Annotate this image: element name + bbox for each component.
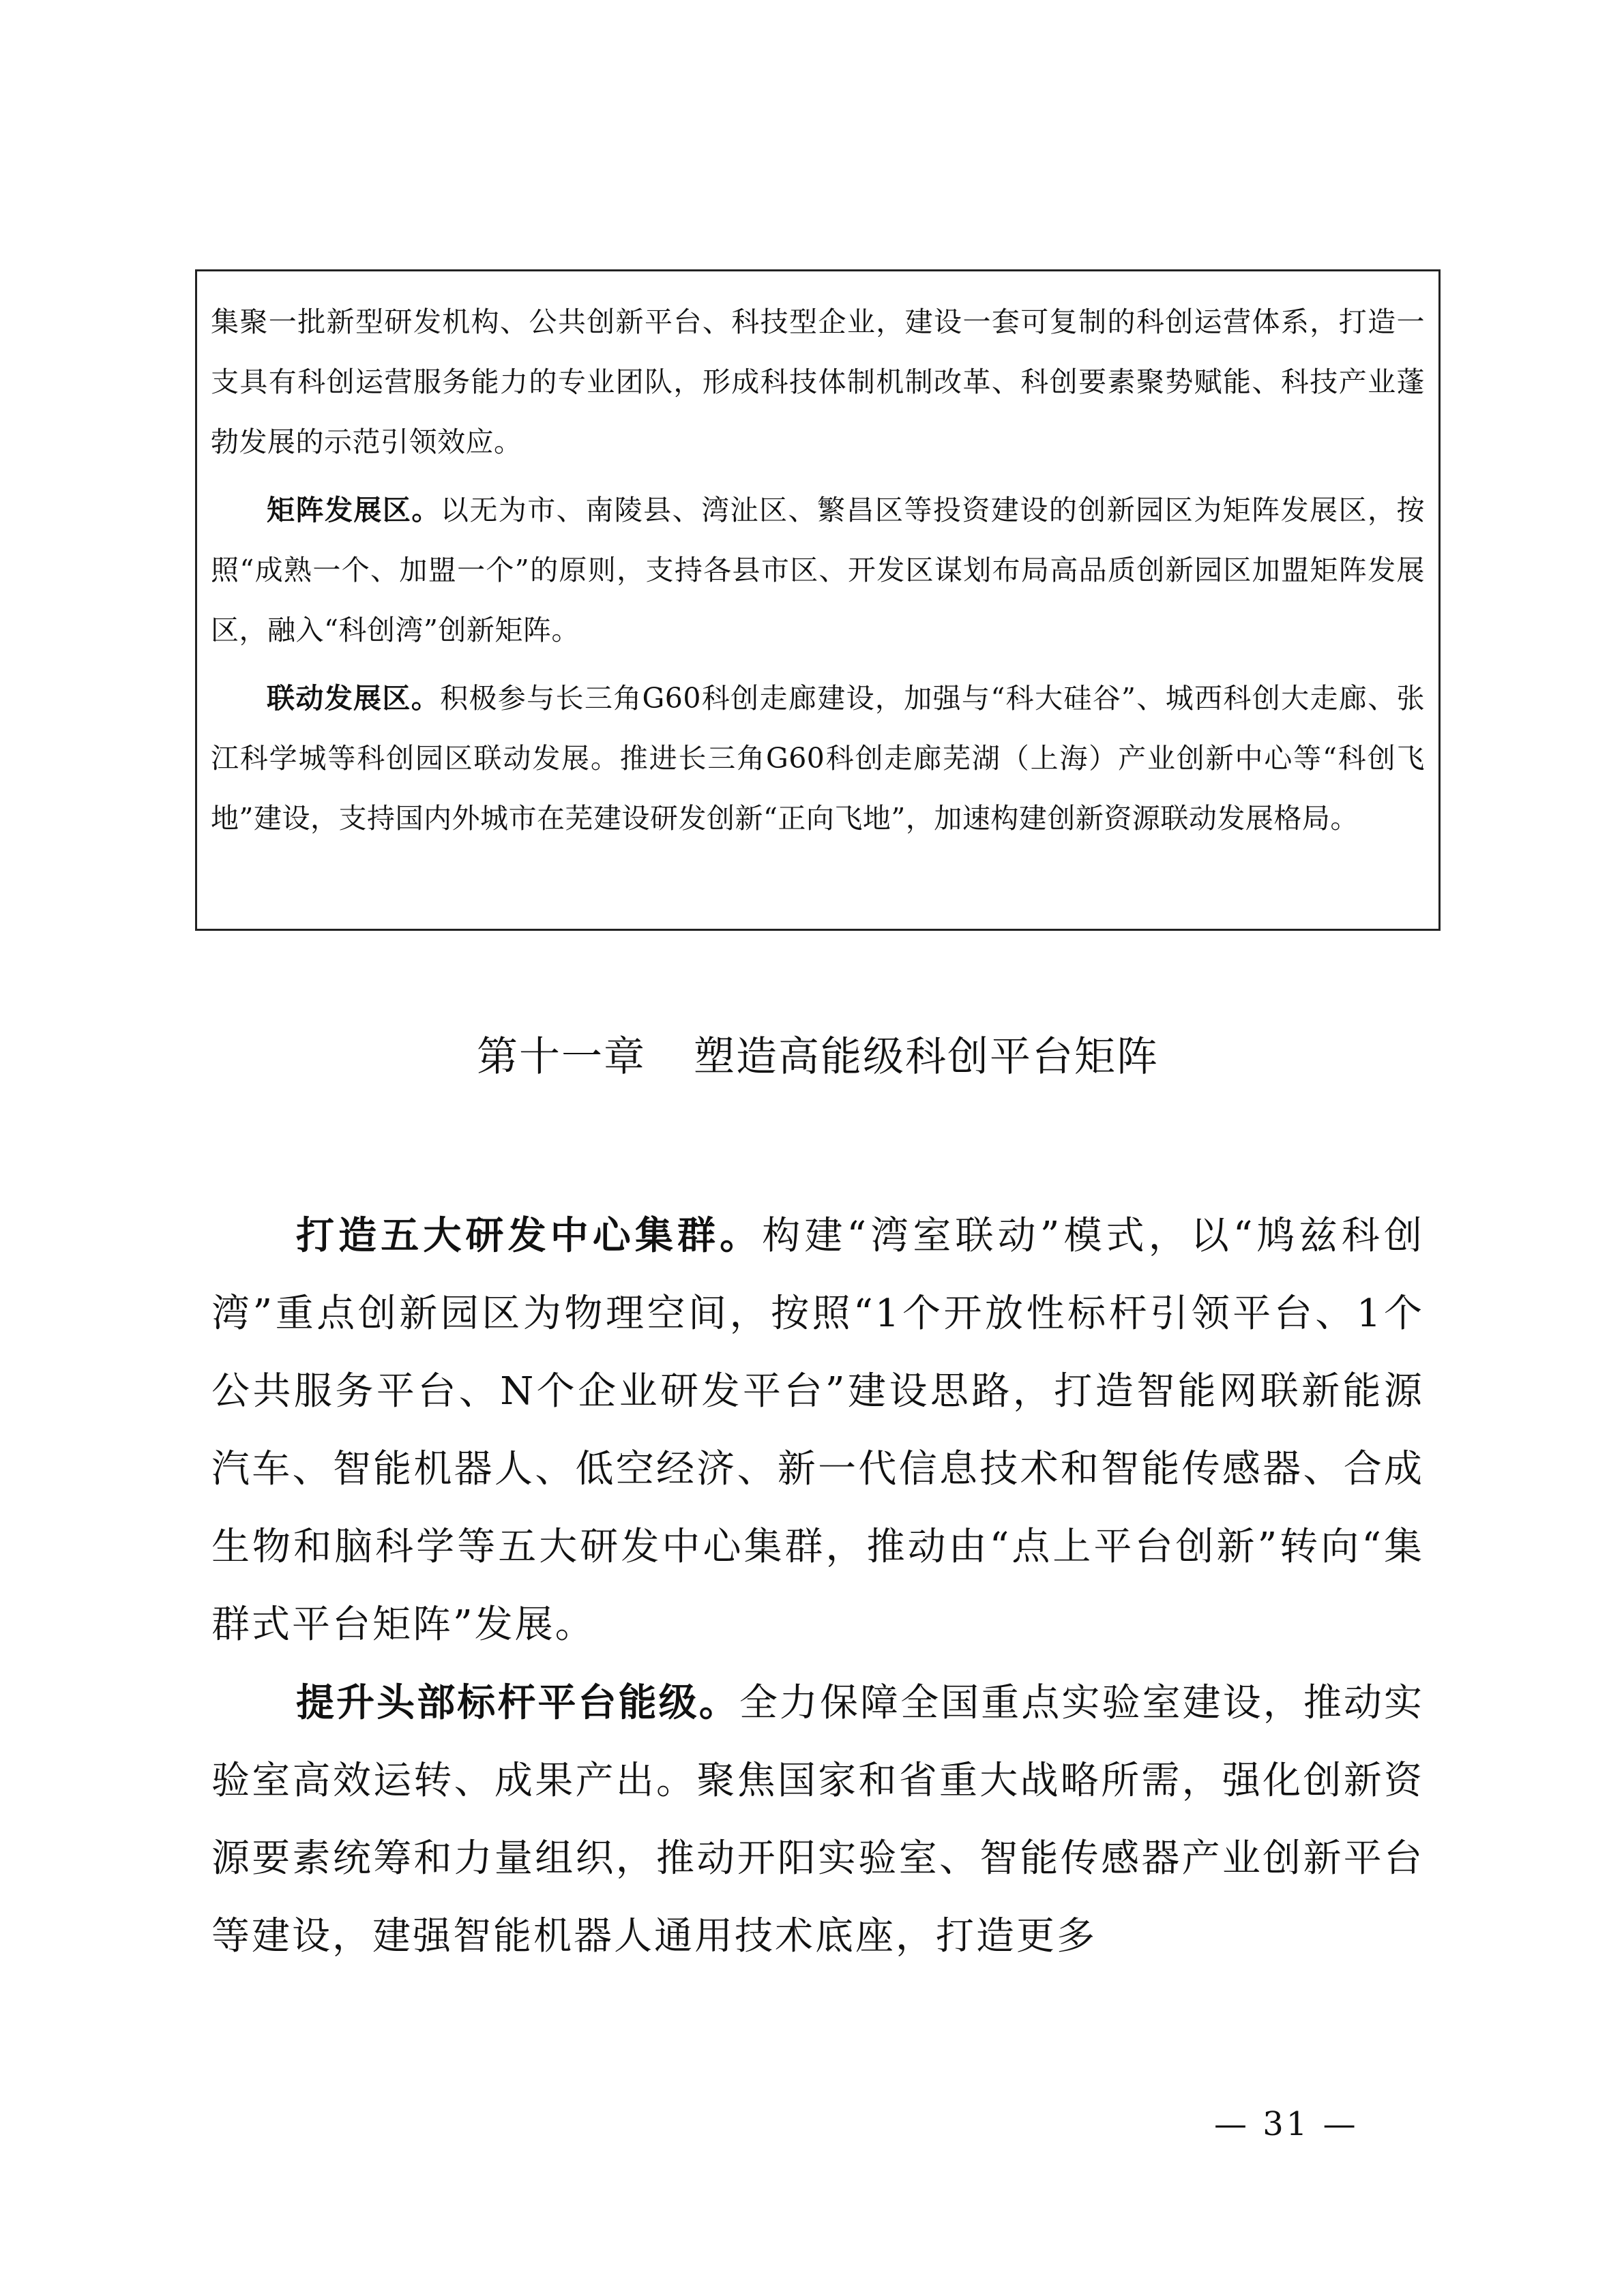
box-paragraph-1 [211,292,1425,472]
box-paragraph-3-text: 积极参与长三角G60科创走廊建设，加强与“科大硅谷”、城西科创大走廊、张江科学城等科创园区联动发展。推进长三角G60科创走廊芜湖（上海）产业创新中心等“科创飞地”建设，支持国内外城市在芜建设研发创新“正向飞地”，加速构建创新资源联动发展格局。 [211,682,1426,835]
box-paragraph-3 [211,668,1425,848]
body-paragraph-1-lead: 打造五大研发中心集群。 [296,1213,763,1258]
body-text [211,1197,1424,1976]
box-paragraph-1-text: 集聚一批新型研发机构、公共创新平台、科技型企业，建设一套可复制的科创运营体系，打造一支具有科创运营服务能力的专业团队，形成科技体制机制改革、科创要素聚势赋能、科技产业蓬勃发展的示范引领效应。 [211,305,1425,458]
box-paragraph-2 [211,480,1425,660]
box-paragraph-2-lead: 矩阵发展区。 [267,494,441,526]
box-paragraph-2-text: 以无为市、南陵县、湾沚区、繁昌区等投资建设的创新园区为矩阵发展区，按照“成熟一个、加盟一个”的原则，支持各县市区、开发区谋划布局高品质创新园区加盟矩阵发展区，融入“科创湾”创新矩阵。 [211,494,1426,646]
body-paragraph-1-text: 构建“湾室联动”模式，以“鸠兹科创湾”重点创新园区为物理空间，按照“1个开放性标杆引领平台、1个公共服务平台、N个企业研发平台”建设思路，打造智能网联新能源汽车、智能机器人、低空经济、新一代信息技术和智能传感器、合成生物和脑科学等五大研发中心集群，推动由“点上平台创新”转向“集群式平台矩阵”发展。 [211,1214,1425,1647]
chapter-number: 第十一章 [477,1033,646,1081]
body-paragraph-1 [211,1197,1424,1664]
body-paragraph-2-text: 全力保障全国重点实验室建设，推动实验室高效运转、成果产出。聚焦国家和省重大战略所需，强化创新资源要素统筹和力量组织，推动开阳实验室、智能传感器产业创新平台等建设，建强智能机器人通用技术底座，打造更多 [211,1681,1425,1958]
body-paragraph-2 [211,1664,1424,1976]
boxed-section [195,269,1441,931]
chapter-title: 塑造高能级科创平台矩阵 [694,1033,1159,1081]
box-paragraph-3-lead: 联动发展区。 [267,682,441,715]
page-number: — 31 — [1214,2105,1359,2143]
chapter-heading [195,1030,1441,1084]
body-paragraph-2-lead: 提升头部标杆平台能级。 [296,1680,739,1725]
